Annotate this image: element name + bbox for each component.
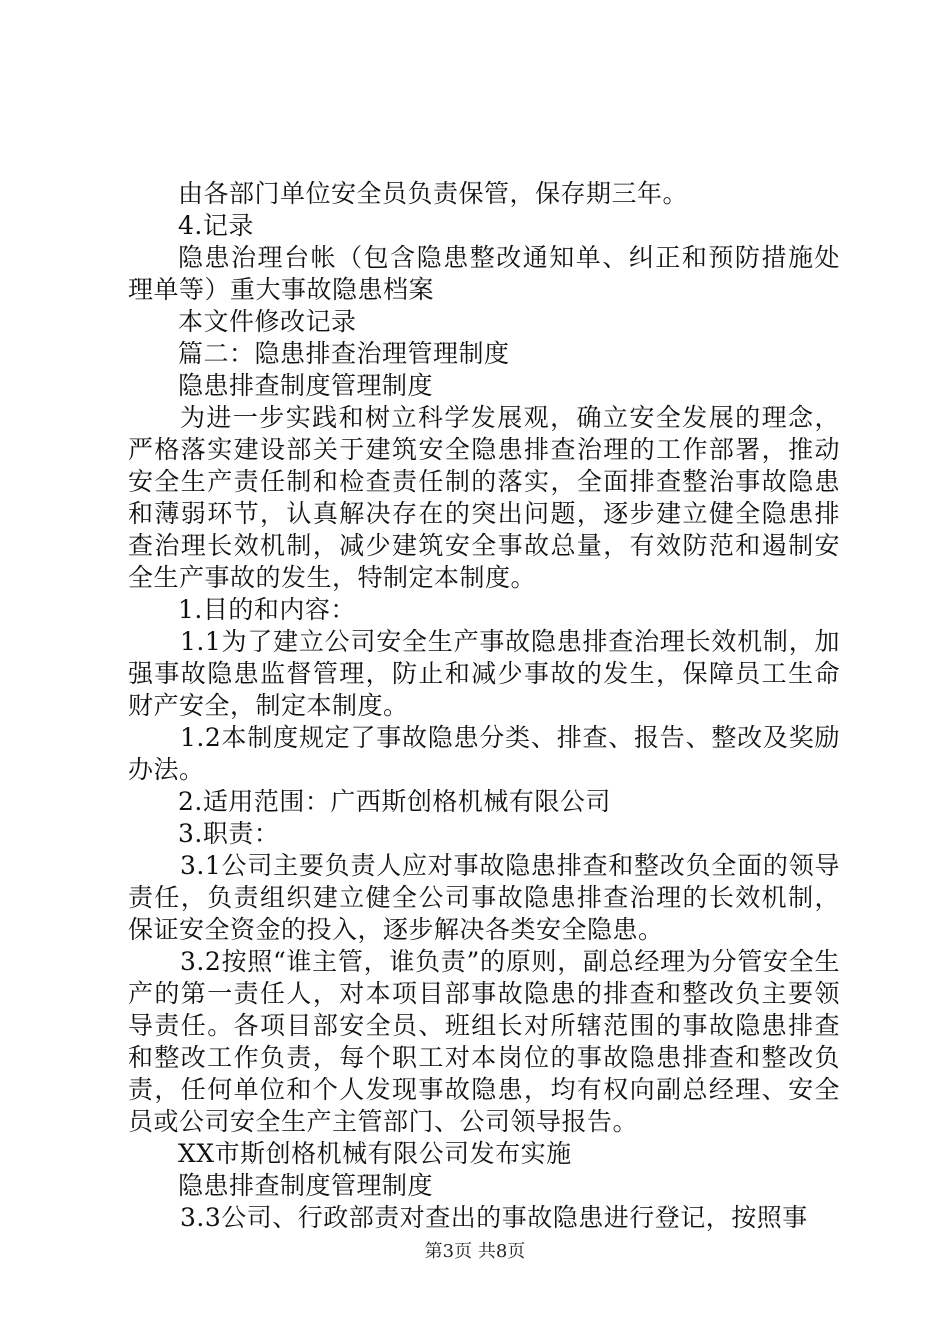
paragraph: 1.1为了建立公司安全生产事故隐患排查治理长效机制，加强事故隐患监督管理，防止和减少事故的发生，保障员工生命财产安全，制定本制度。 — [128, 627, 840, 720]
document-title: 隐患排查制度管理制度 — [178, 1171, 434, 1200]
paragraph: 由各部门单位安全员负责保管，保存期三年。 — [178, 179, 689, 208]
document-body — [128, 178, 840, 1234]
section-heading: 1.目的和内容： — [178, 595, 356, 624]
page-footer: 第3页 共8页 — [424, 1241, 526, 1262]
chapter-title: 篇二：隐患排查治理管理制度 — [178, 339, 510, 368]
document-title: 隐患排查制度管理制度 — [178, 371, 434, 400]
paragraph: 3.1公司主要负责人应对事故隐患排查和整改负全面的领导责任，负责组织建立健全公司事故隐患排查治理的长效机制，保证安全资金的投入，逐步解决各类安全隐患。 — [128, 851, 840, 944]
paragraph: 本文件修改记录 — [178, 307, 357, 336]
section-heading: 3.职责： — [178, 819, 280, 848]
publisher-line: XX市斯创格机械有限公司发布实施 — [178, 1139, 572, 1168]
paragraph: 为进一步实践和树立科学发展观，确立安全发展的理念，严格落实建设部关于建筑安全隐患排查治理的工作部署，推动安全生产责任制和检查责任制的落实，全面排查整治事故隐患和薄弱环节，认真解决存在的突出问题，逐步建立健全隐患排查治理长效机制，减少建筑安全事故总量，有效防范和遏制安全生产事故的发生，特制定本制度。 — [128, 403, 840, 592]
section-heading: 2.适用范围：广西斯创格机械有限公司 — [178, 787, 611, 816]
paragraph: 3.2按照“谁主管，谁负责”的原则，副总经理为分管安全生产的第一责任人，对本项目部事故隐患的排查和整改负主要领导责任。各项目部安全员、班组长对所辖范围的事故隐患排查和整改工作负责，每个职工对本岗位的事故隐患排查和整改负责，任何单位和个人发现事故隐患，均有权向副总经理、安全员或公司安全生产主管部门、公司领导报告。 — [128, 947, 840, 1136]
section-heading: 4.记录 — [178, 211, 254, 240]
paragraph: 1.2本制度规定了事故隐患分类、排查、报告、整改及奖励办法。 — [128, 723, 840, 784]
paragraph: 3.3公司、行政部责对查出的事故隐患进行登记，按照事 — [180, 1203, 808, 1232]
paragraph: 隐患治理台帐（包含隐患整改通知单、纠正和预防措施处理单等）重大事故隐患档案 — [128, 243, 840, 304]
